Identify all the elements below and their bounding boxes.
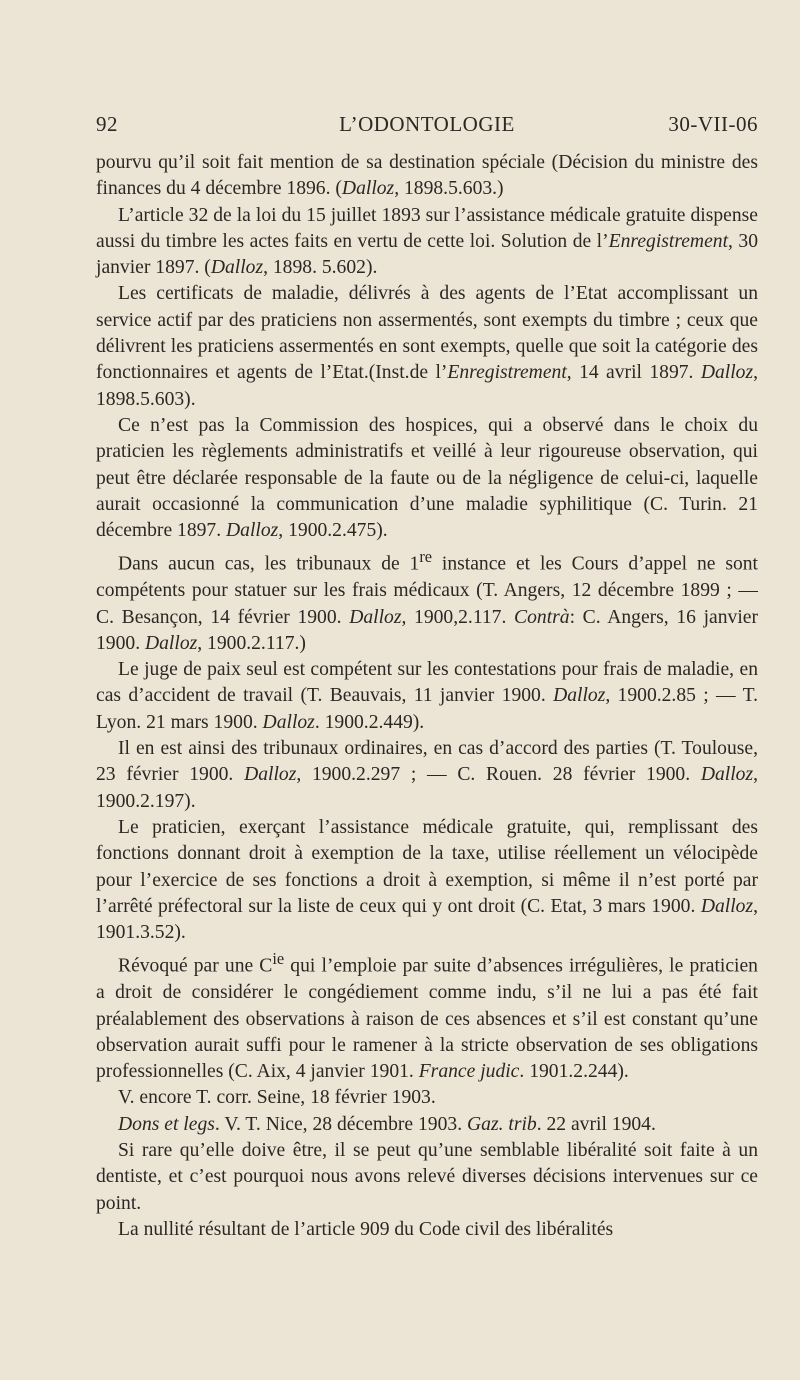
text-run: , 14 avril 1897. bbox=[566, 362, 701, 384]
text-run: , 1900.2.475). bbox=[278, 520, 388, 542]
paragraph bbox=[96, 1112, 758, 1138]
paragraph bbox=[96, 1217, 758, 1243]
italic-citation: Dalloz bbox=[700, 764, 754, 786]
paragraph bbox=[96, 203, 758, 282]
journal-title: L’ODONTOLOGIE bbox=[339, 112, 515, 136]
paragraph bbox=[96, 544, 758, 657]
italic-citation: Dalloz bbox=[553, 685, 606, 707]
text-run: qui l’emploie par suite d’absences irrégulières, le praticien a droit de considérer le congédiement comme indu, s’il ne lui a pas été fait préalablement des observations à raison de ces absences et s’il est constant qu’une observation aurait suffi pour le ramener à la stricte observation de ses obligations professionnelles (C. Aix, 4 janvier 1901. bbox=[96, 955, 758, 1083]
text-run: Ce n’est pas la Commission des hospices, qui a observé dans le choix du praticien les règlements administratifs et veillé à leur rigoureuse observation, qui peut être déclarée responsable de la faute ou de la négligence de celui-ci, laquelle aurait occasionné la communication d’une maladie syphilitique (C. Turin. 21 décembre 1897. bbox=[96, 414, 758, 542]
text-run: Le juge de paix seul est compétent sur les contestations pour frais de maladie, en cas d’accident de travail (T. Beauvais, 11 janvier 1900. bbox=[96, 659, 758, 707]
italic-citation: Dalloz bbox=[700, 895, 754, 917]
text-run: , 1901.3.52). bbox=[96, 895, 758, 944]
text-run: , 1900.2.197). bbox=[96, 764, 758, 812]
italic-citation: Dalloz bbox=[700, 362, 754, 384]
text-run: , 1900.2.117.) bbox=[197, 632, 306, 654]
running-header bbox=[96, 112, 758, 142]
text-run: , 1900,2.117. bbox=[401, 606, 515, 628]
text-run: Il en est ainsi des tribunaux ordinaires, en cas d’accord des parties (T. Toulouse, 23 février 1900. bbox=[96, 738, 758, 786]
italic-citation: Contrà bbox=[514, 606, 570, 628]
issue-date: 30-VII-06 bbox=[668, 112, 758, 136]
text-run: , 1898. 5.602). bbox=[263, 257, 378, 279]
text-run: , 30 janvier 1897. ( bbox=[96, 230, 758, 279]
paragraph bbox=[96, 413, 758, 544]
paragraph bbox=[96, 657, 758, 736]
page-number: 92 bbox=[96, 112, 118, 136]
text-run: Les certificats de maladie, délivrés à des agents de l’Etat accomplissant un service actif par des praticiens non assermentés, sont exempts du timbre ; ceux que délivrent les praticiens assermentés en sont exempts, quelle que soit la catégorie des fonctionnaires et agents de l’Etat.(Inst.de l’ bbox=[96, 283, 758, 384]
paragraph bbox=[96, 736, 758, 815]
text-run: , 1898.5.603). bbox=[96, 362, 758, 410]
text-run: La nullité résultant de l’article 909 du Code civil des libéralités bbox=[118, 1218, 614, 1240]
italic-citation: Dalloz bbox=[341, 178, 395, 200]
text-run: Si rare qu’elle doive être, il se peut qu’une semblable libéralité soit faite à un dentiste, et c’est pourquoi nous avons relevé diverses décisions intervenues sur ce point. bbox=[96, 1140, 758, 1214]
italic-citation: Dalloz bbox=[262, 711, 315, 733]
text-run: pourvu qu’il soit fait mention de sa destination spéciale (Décision du ministre des finances du 4 décembre 1896. ( bbox=[96, 152, 758, 200]
italic-citation: Gaz. trib bbox=[467, 1113, 537, 1135]
body-text bbox=[96, 150, 758, 1243]
paragraph bbox=[96, 281, 758, 412]
text-run: , 1898.5.603.) bbox=[394, 178, 504, 200]
paragraph bbox=[96, 1138, 758, 1217]
superscript: re bbox=[419, 547, 433, 567]
text-run: , 1900.2.85 ; — T. Lyon. 21 mars 1900. bbox=[96, 685, 758, 733]
italic-citation: Dalloz bbox=[210, 257, 264, 279]
italic-citation: France judic bbox=[418, 1061, 520, 1083]
text-run: , 1900.2.297 ; — C. Rouen. 28 février 1900. bbox=[296, 764, 701, 786]
paragraph bbox=[96, 1085, 758, 1111]
text-run: . 1900.2.449). bbox=[314, 711, 425, 733]
text-run: instance et les Cours d’appel ne sont compétents pour statuer sur les frais médicaux (T. Angers, 12 décembre 1899 ; — C. Besançon, 14 février 1900. bbox=[96, 553, 758, 628]
superscript: ie bbox=[272, 949, 285, 969]
italic-citation: Dalloz bbox=[244, 764, 297, 786]
text-run: V. encore T. corr. Seine, 18 février 1903. bbox=[118, 1087, 436, 1109]
paragraph bbox=[96, 946, 758, 1085]
italic-citation: Dalloz bbox=[349, 606, 402, 628]
italic-citation: Enregistrement bbox=[608, 230, 729, 252]
italic-citation: Enregistrement bbox=[447, 362, 567, 384]
italic-citation: Dons et legs bbox=[118, 1113, 215, 1135]
text-run: Le praticien, exerçant l’assistance médicale gratuite, qui, remplissant des fonctions donnant droit à exemption de la taxe, utilise réellement un vélocipède pour l’exercice de ses fonctions a droit à exemption, si même il n’est porté par l’arrêté préfectoral sur la liste de ceux qui y ont droit (C. Etat, 3 mars 1900. bbox=[96, 816, 758, 917]
text-run: . 1901.2.244). bbox=[519, 1061, 629, 1083]
text-run: : C. Angers, 16 janvier 1900. bbox=[96, 606, 759, 654]
text-run: L’article 32 de la loi du 15 juillet 1893 sur l’assistance médicale gratuite dispense aussi du timbre les actes faits en vertu de cette loi. Solution de l’ bbox=[96, 204, 758, 252]
text-run: Dans aucun cas, les tribunaux de 1 bbox=[118, 553, 420, 575]
italic-citation: Dalloz bbox=[144, 632, 198, 654]
text-run: . 22 avril 1904. bbox=[536, 1113, 656, 1135]
paragraph bbox=[96, 815, 758, 946]
text-run: . V. T. Nice, 28 décembre 1903. bbox=[214, 1113, 467, 1135]
italic-citation: Dalloz bbox=[226, 520, 279, 542]
paragraph bbox=[96, 150, 758, 203]
text-run: Révoqué par une C bbox=[118, 955, 273, 977]
